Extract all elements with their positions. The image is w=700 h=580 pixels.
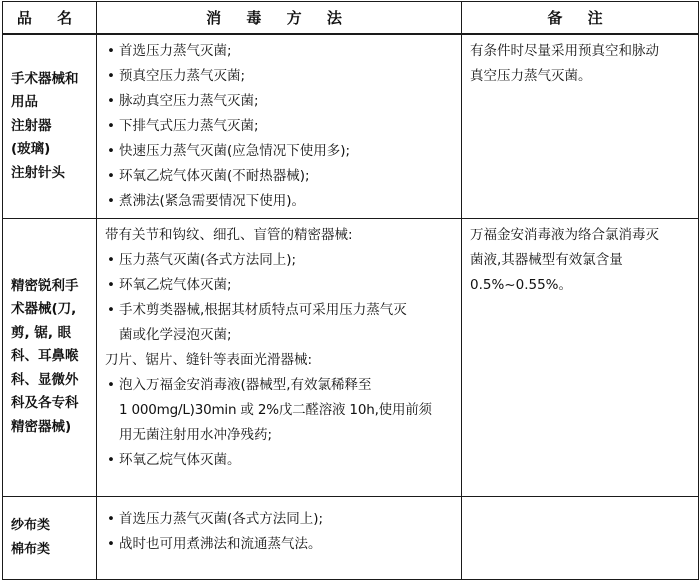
name-cell: [3, 34, 97, 218]
method-line: • 下排气式压力蒸气灭菌;: [105, 114, 453, 139]
method-line: • 环氧乙烷气体灭菌。: [105, 448, 453, 473]
name-line: 手术器械和: [11, 70, 79, 87]
method-cell: [97, 34, 462, 218]
name-line: 棉布类: [11, 541, 51, 557]
method-line: • 首选压力蒸气灭菌;: [105, 39, 453, 64]
name-cell: [3, 218, 97, 496]
header-method: 消 毒 方 法: [97, 2, 462, 35]
note-cell: [462, 496, 699, 579]
header-row: [3, 2, 699, 35]
method-line: • 脉动真空压力蒸气灭菌;: [105, 89, 453, 114]
name-line: 科、耳鼻喉: [11, 348, 79, 365]
method-line: 带有关节和钩纹、细孔、盲管的精密器械:: [105, 226, 353, 243]
table-row: [3, 496, 699, 579]
name-line: 注射器: [11, 117, 52, 134]
name-line: 精密锐利手: [11, 277, 79, 294]
method-line: • 泡入万福金安消毒液(器械型,有效氯稀释至: [105, 373, 453, 398]
name-line: 精密器械): [11, 418, 72, 435]
name-line: (玻璃): [11, 141, 51, 157]
table-row: [3, 34, 699, 218]
method-line: • 预真空压力蒸气灭菌;: [105, 64, 453, 89]
name-line: 剪, 锯, 眼: [11, 324, 72, 341]
method-line: 1 000mg/L)30min 或 2%戊二醛溶液 10h,使用前须: [119, 401, 432, 418]
disinfection-table: [2, 1, 699, 580]
note-cell: [462, 34, 699, 218]
method-cell: [97, 218, 462, 496]
name-line: 注射针头: [11, 164, 65, 181]
note-line: 菌液,其器械型有效氯含量: [470, 251, 623, 268]
name-line: 科及各专科: [11, 395, 79, 412]
name-cell: [3, 496, 97, 579]
name-line: 科、显微外: [11, 371, 79, 388]
method-line: 刀片、锯片、缝针等表面光滑器械:: [105, 351, 313, 368]
name-line: 术器械(刀,: [11, 301, 77, 318]
name-line: 纱布类: [11, 518, 51, 533]
method-line: • 环氧乙烷气体灭菌(不耐热器械);: [105, 164, 453, 189]
method-line: • 快速压力蒸气灭菌(应急情况下使用多);: [105, 139, 453, 164]
note-cell: [462, 218, 699, 496]
header-note: 备 注: [462, 2, 699, 35]
table-row: [3, 218, 699, 496]
method-line: • 煮沸法(紧急需要情况下使用)。: [105, 189, 453, 214]
method-line: • 环氧乙烷气体灭菌;: [105, 273, 453, 298]
note-line: 有条件时尽量采用预真空和脉动: [470, 43, 659, 59]
note-line: 万福金安消毒液为络合氯消毒灭: [470, 226, 659, 243]
method-line: • 压力蒸气灭菌(各式方法同上);: [105, 248, 453, 273]
method-line: 菌或化学浸泡灭菌;: [119, 326, 232, 343]
note-line: 真空压力蒸气灭菌。: [470, 68, 592, 84]
header-name: 品 名: [3, 2, 97, 35]
method-line: • 首选压力蒸气灭菌(各式方法同上);: [105, 507, 453, 532]
method-cell: [97, 496, 462, 579]
method-line: 用无菌注射用水冲净残药;: [119, 426, 273, 443]
note-line: 0.5%~0.55%。: [470, 276, 572, 293]
method-line: • 手术剪类器械,根据其材质特点可采用压力蒸气灭: [105, 298, 453, 323]
name-line: 用品: [11, 94, 38, 110]
method-line: • 战时也可用煮沸法和流通蒸气法。: [105, 532, 453, 557]
